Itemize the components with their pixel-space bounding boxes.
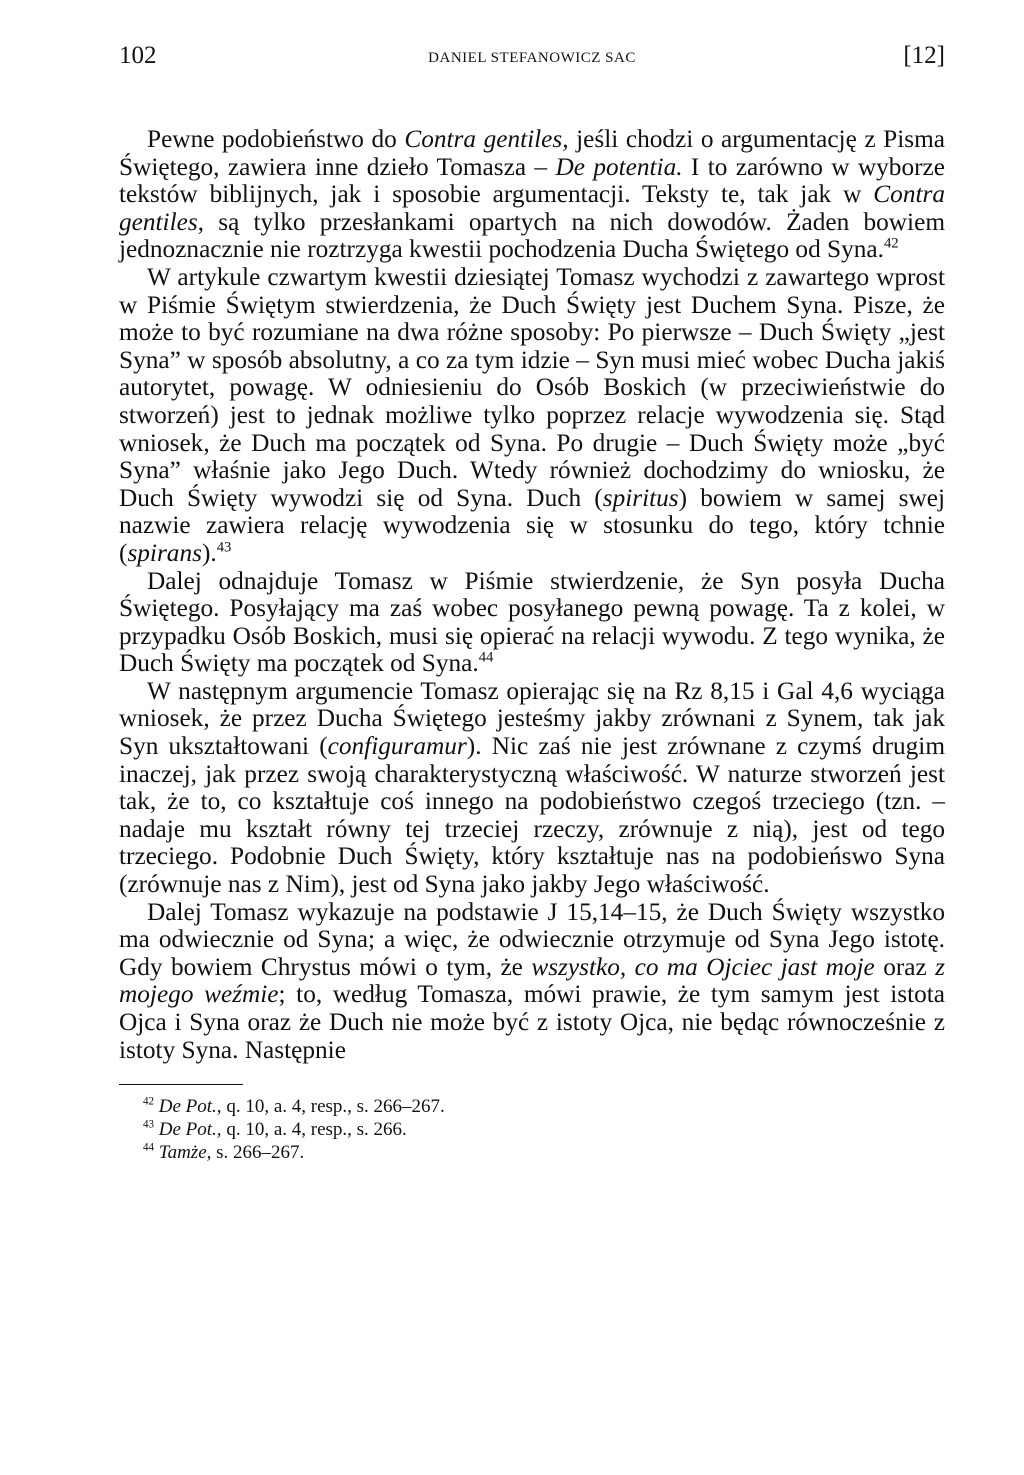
- footnote-number: 44: [143, 1141, 155, 1154]
- paragraph-4: [119, 678, 945, 899]
- paragraph-text: ) bowiem w samej swej nazwie zawiera relację wywodzenia się w stosunku do tego, który tchnie (: [119, 483, 945, 567]
- italic-term: configuramur: [327, 732, 467, 761]
- italic-quote: z mojego weźmie: [119, 952, 945, 1009]
- footnote-42: [143, 1095, 945, 1118]
- paragraph-3: [119, 568, 945, 678]
- running-head: [119, 40, 945, 80]
- italic-title: Contra gentiles,: [404, 125, 569, 153]
- paragraph-text: W artykule czwartym kwestii dziesiątej Tomasz wychodzi z zawartego wprost w Piśmie Świętym stwierdzenia, że Duch Święty jest Duchem Syna. Pisze, że może to być rozumiane na dwa różne sposoby: Po pierwsze – Duch Święty „jest Syna” w sposób absolutny, a co za tym idzie – Syn musi mieć wobec Ducha jakiś autorytet, powagę. W odniesieniu do Osób Boskich (w przeciwieństwie do stworzeń) jest to jednak możliwe tylko poprzez relacje wywodzenia się. Stąd wniosek, że Duch ma początek od Syna. Po drugie – Duch Święty może „być Syna” właśnie jako Jego Duch. Wtedy również dochodzimy do wniosku, że Duch Święty wywodzi się od Syna. Duch (: [119, 262, 945, 512]
- italic-quote: wszystko, co ma Ojciec jast moje: [531, 952, 875, 981]
- italic-title: Contra gentiles,: [119, 180, 945, 236]
- footnote-text: q. 10, a. 4, resp., s. 266–267.: [221, 1096, 445, 1118]
- paragraph-text: są tylko przesłankami opartych na nich dowodów. Żaden bowiem jednoznacznie nie roztrzyga kwestii pochodzenia Ducha Świętego od Syna.: [119, 207, 945, 264]
- footnote-text: s. 266–267.: [211, 1142, 305, 1164]
- footnote-ref[interactable]: 44: [478, 649, 494, 666]
- running-title: DANIEL STEFANOWICZ SAC: [428, 50, 636, 66]
- footnote-44: [143, 1141, 945, 1164]
- footnote-43: [143, 1118, 945, 1141]
- footnote-source: De Pot.,: [158, 1119, 222, 1141]
- italic-title: De potentia.: [555, 152, 683, 181]
- footnote-text: q. 10, a. 4, resp., s. 266.: [221, 1119, 407, 1141]
- footnote-source: De Pot.,: [158, 1096, 222, 1118]
- footnotes: [119, 1095, 945, 1164]
- footnote-number: 42: [143, 1095, 155, 1108]
- page-number: 102: [119, 42, 157, 69]
- footnote-ref[interactable]: 43: [216, 539, 232, 556]
- paragraph-5: [119, 899, 945, 1065]
- footnote-divider: [119, 1084, 243, 1085]
- footnote-source: Tamże,: [158, 1142, 212, 1164]
- footnote-number: 43: [143, 1118, 155, 1131]
- paragraph-text: ).: [201, 538, 217, 567]
- paragraph-text: Dalej odnajduje Tomasz w Piśmie stwierdzenie, że Syn posyła Ducha Świętego. Posyłający ma zaś wobec posyłanego pewną powagę. Ta z kolei, w przypadku Osób Boskich, musi się opierać na relacji wywodu. Z tego wynika, że Duch Święty ma początek od Syna.: [119, 566, 945, 678]
- paragraph-text: W następnym argumencie Tomasz opierając się na Rz 8,15 i Gal 4,6 wyciąga wniosek, że przez Ducha Świętego jesteśmy jakby zrównani z Synem, tak jak Syn ukształtowani (: [119, 676, 945, 761]
- body-text: [119, 126, 945, 1064]
- paragraph-1: [119, 126, 945, 264]
- paragraph-2: [119, 264, 945, 568]
- italic-term: spiritus: [602, 483, 679, 512]
- paragraph-text: Dalej Tomasz wykazuje na podstawie J 15,14–15, że Duch Święty wszystko ma odwiecznie od Syna; a więc, że odwiecznie otrzymuje od Syna Jego istotę. Gdy bowiem Chrystus mówi o tym, że: [119, 897, 945, 981]
- paragraph-text: jeśli chodzi o argumentację z Pisma Świętego, zawiera inne dzieło Tomasza –: [119, 125, 945, 181]
- footnote-ref[interactable]: 42: [883, 235, 899, 252]
- paragraph-text: I to zarówno w wyborze tekstów biblijnych, jak i sposobie argumentacji. Teksty te, tak jak w: [119, 152, 945, 209]
- paragraph-text: ; to, według Tomasza, mówi prawie, że tym samym jest istota Ojca i Syna oraz że Duch nie może być z istoty Ojca, nie będąc równocześnie z istoty Syna. Następnie: [119, 980, 945, 1064]
- italic-term: spirans: [127, 538, 202, 567]
- document-page: [119, 40, 945, 1164]
- section-number: [12]: [903, 42, 945, 69]
- paragraph-text: Pewne podobieństwo do: [147, 125, 405, 153]
- paragraph-text: oraz: [874, 952, 936, 981]
- paragraph-text: ). Nic zaś nie jest zrównane z czymś drugim inaczej, jak przez swoją charakterystyczną właściwość. W naturze stworzeń jest tak, że to, co kształtuje coś innego na podobieństwo czegoś trzeciego (tzn. – nadaje mu kształt równy tej trzeciej rzeczy, zrównuje z nią), jest od tego trzeciego. Podobnie Duch Święty, który kształtuje nas na podobieńswo Syna (zrównuje nas z Nim), jest od Syna jako jakby Jego właściwość.: [119, 732, 945, 899]
